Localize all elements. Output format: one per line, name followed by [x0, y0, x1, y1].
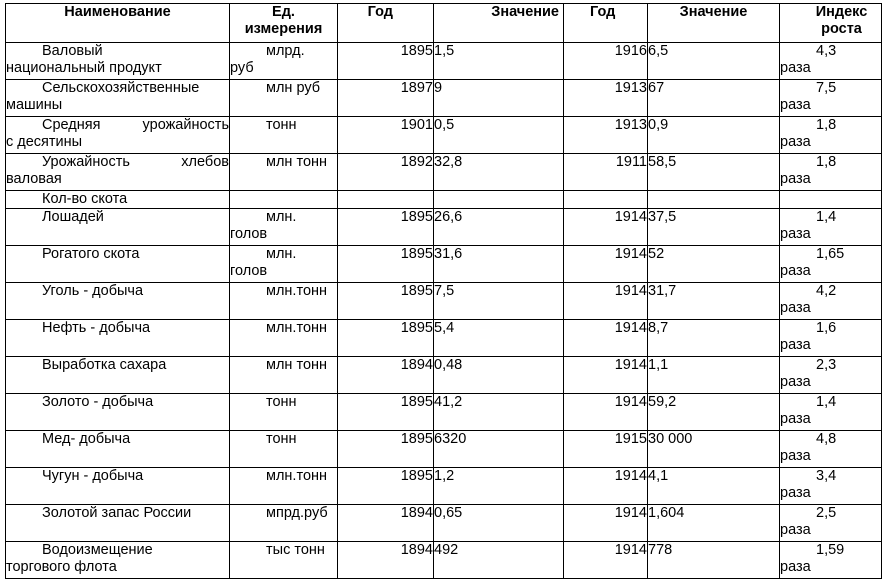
cell-year-1: 1892: [338, 154, 434, 191]
statistics-table: [5, 3, 882, 579]
cell-value-1: 9: [434, 80, 564, 117]
cell-value-2: [648, 191, 780, 209]
cell-name: Средняя урожайность с десятины: [6, 117, 230, 154]
cell-growth-index: 1,59 раза: [780, 542, 882, 579]
cell-unit: тонн: [230, 117, 338, 154]
cell-year-1: 1894: [338, 542, 434, 579]
header-name: Наименование: [6, 4, 230, 43]
cell-value-1: 6320: [434, 431, 564, 468]
table-row: [6, 431, 882, 468]
cell-unit: млн тонн: [230, 357, 338, 394]
cell-year-2: 1914: [564, 505, 648, 542]
table-row: [6, 505, 882, 542]
cell-value-2: 8,7: [648, 320, 780, 357]
cell-unit: млн. голов: [230, 246, 338, 283]
cell-growth-index: 2,3 раза: [780, 357, 882, 394]
cell-name: Сельскохозяйственные машины: [6, 80, 230, 117]
cell-value-1: 1,5: [434, 43, 564, 80]
table-row: [6, 117, 882, 154]
cell-name: Выработка сахара: [6, 357, 230, 394]
cell-year-2: 1914: [564, 320, 648, 357]
cell-year-1: 1895: [338, 246, 434, 283]
cell-unit: тыс тонн: [230, 542, 338, 579]
cell-unit: мпрд.руб: [230, 505, 338, 542]
table-row: [6, 394, 882, 431]
table-row: [6, 320, 882, 357]
cell-year-2: 1911: [564, 154, 648, 191]
cell-value-2: 58,5: [648, 154, 780, 191]
cell-name: Золото - добыча: [6, 394, 230, 431]
cell-year-1: 1895: [338, 320, 434, 357]
cell-year-1: 1897: [338, 80, 434, 117]
cell-year-1: 1901: [338, 117, 434, 154]
cell-year-2: 1914: [564, 209, 648, 246]
cell-year-1: 1894: [338, 505, 434, 542]
cell-value-1: 32,8: [434, 154, 564, 191]
cell-name: Водоизмещение торгового флота: [6, 542, 230, 579]
cell-value-1: 492: [434, 542, 564, 579]
cell-name: Рогатого скота: [6, 246, 230, 283]
cell-growth-index: 1,8 раза: [780, 117, 882, 154]
cell-growth-index: 1,4 раза: [780, 209, 882, 246]
table-row: [6, 542, 882, 579]
cell-value-2: 31,7: [648, 283, 780, 320]
cell-year-1: 1894: [338, 357, 434, 394]
cell-value-1: 26,6: [434, 209, 564, 246]
cell-year-2: 1916: [564, 43, 648, 80]
cell-growth-index: 7,5 раза: [780, 80, 882, 117]
table-row: [6, 80, 882, 117]
table-row: [6, 154, 882, 191]
cell-year-2: [564, 191, 648, 209]
cell-value-2: 67: [648, 80, 780, 117]
table-body: [6, 43, 882, 579]
cell-year-1: [338, 191, 434, 209]
header-value-2: Значение: [648, 4, 780, 43]
cell-unit: млн тонн: [230, 154, 338, 191]
cell-name: Чугун - добыча: [6, 468, 230, 505]
cell-growth-index: 1,4 раза: [780, 394, 882, 431]
header-year-2: Год: [564, 4, 648, 43]
cell-name: Урожайность хлебов валовая: [6, 154, 230, 191]
cell-value-2: 1,1: [648, 357, 780, 394]
table-row: [6, 209, 882, 246]
cell-name: Золотой запас России: [6, 505, 230, 542]
cell-growth-index: 1,65 раза: [780, 246, 882, 283]
cell-value-1: 1,2: [434, 468, 564, 505]
cell-name: Уголь - добыча: [6, 283, 230, 320]
cell-unit: млрд. руб: [230, 43, 338, 80]
cell-year-1: 1895: [338, 394, 434, 431]
cell-growth-index: 3,4 раза: [780, 468, 882, 505]
cell-growth-index: 4,8 раза: [780, 431, 882, 468]
cell-name: Валовый национальный продукт: [6, 43, 230, 80]
cell-growth-index: 2,5 раза: [780, 505, 882, 542]
cell-year-2: 1915: [564, 431, 648, 468]
cell-value-1: 41,2: [434, 394, 564, 431]
cell-value-1: 0,5: [434, 117, 564, 154]
cell-value-2: 4,1: [648, 468, 780, 505]
cell-year-2: 1914: [564, 283, 648, 320]
cell-value-2: 59,2: [648, 394, 780, 431]
header-value-1: Значение: [434, 4, 564, 43]
cell-year-2: 1914: [564, 542, 648, 579]
cell-growth-index: 4,3 раза: [780, 43, 882, 80]
table-row: [6, 357, 882, 394]
cell-value-1: [434, 191, 564, 209]
header-unit: Ед. измерения: [230, 4, 338, 43]
cell-unit: тонн: [230, 431, 338, 468]
header-year-1: Год: [338, 4, 434, 43]
cell-value-2: 37,5: [648, 209, 780, 246]
cell-year-1: 1895: [338, 283, 434, 320]
cell-unit: [230, 191, 338, 209]
cell-name: Нефть - добыча: [6, 320, 230, 357]
cell-unit: млн. голов: [230, 209, 338, 246]
cell-growth-index: 4,2 раза: [780, 283, 882, 320]
cell-growth-index: 1,6 раза: [780, 320, 882, 357]
cell-unit: млн.тонн: [230, 283, 338, 320]
cell-name: Лошадей: [6, 209, 230, 246]
cell-value-2: 0,9: [648, 117, 780, 154]
header-growth-index: Индекс роста: [780, 4, 882, 43]
cell-year-2: 1914: [564, 468, 648, 505]
cell-name: Кол-во скота: [6, 191, 230, 209]
cell-growth-index: [780, 191, 882, 209]
table-row: [6, 246, 882, 283]
table-row: [6, 283, 882, 320]
cell-name: Мед- добыча: [6, 431, 230, 468]
cell-value-2: 30 000: [648, 431, 780, 468]
cell-year-1: 1895: [338, 431, 434, 468]
table-row: [6, 43, 882, 80]
cell-year-2: 1913: [564, 117, 648, 154]
cell-unit: тонн: [230, 394, 338, 431]
cell-value-1: 5,4: [434, 320, 564, 357]
cell-year-1: 1895: [338, 468, 434, 505]
cell-value-1: 31,6: [434, 246, 564, 283]
cell-value-2: 778: [648, 542, 780, 579]
cell-value-2: 6,5: [648, 43, 780, 80]
table-row: [6, 191, 882, 209]
cell-value-1: 0,48: [434, 357, 564, 394]
cell-year-1: 1895: [338, 209, 434, 246]
cell-year-2: 1914: [564, 394, 648, 431]
cell-year-2: 1914: [564, 246, 648, 283]
cell-unit: млн.тонн: [230, 468, 338, 505]
table-row: [6, 468, 882, 505]
cell-value-1: 7,5: [434, 283, 564, 320]
cell-value-1: 0,65: [434, 505, 564, 542]
cell-value-2: 1,604: [648, 505, 780, 542]
header-row: [6, 4, 882, 43]
cell-year-2: 1914: [564, 357, 648, 394]
cell-unit: млн.тонн: [230, 320, 338, 357]
cell-value-2: 52: [648, 246, 780, 283]
cell-year-2: 1913: [564, 80, 648, 117]
cell-growth-index: 1,8 раза: [780, 154, 882, 191]
cell-unit: млн руб: [230, 80, 338, 117]
cell-year-1: 1895: [338, 43, 434, 80]
